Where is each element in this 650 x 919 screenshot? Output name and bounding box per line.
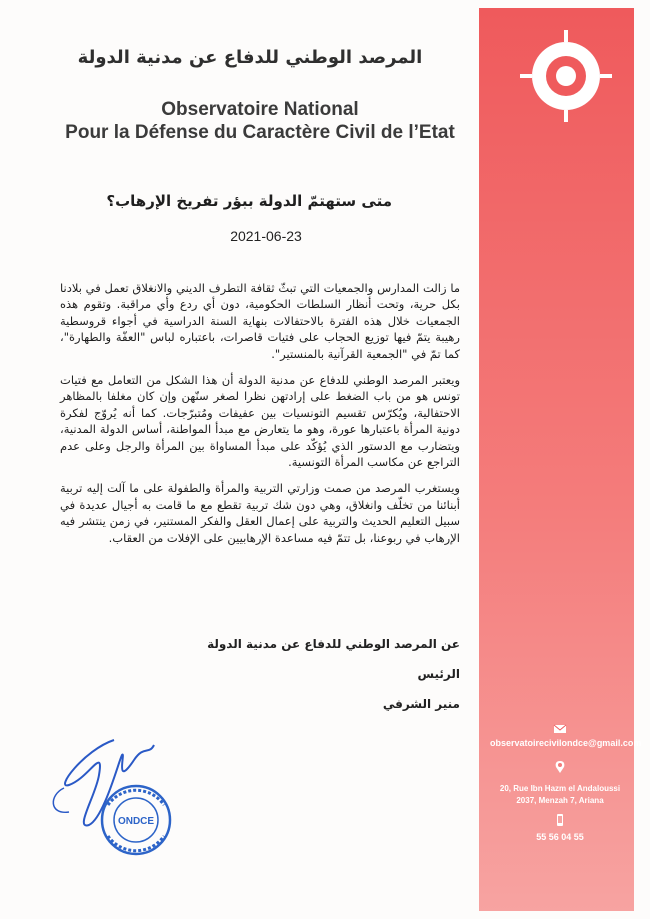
header-french-line2: Pour la Défense du Caractère Civil de l’Etat [65,122,455,143]
address-line1: 20, Rue Ibn Hazm el Andaloussi [499,784,621,793]
header-french-line1: Observatoire National [161,99,359,120]
header-arabic: المرصد الوطني للدفاع عن مدنية الدولة [77,47,423,68]
letter-date: 2021-06-23 [230,228,302,244]
mail-icon [553,722,567,736]
email-link[interactable]: observatoirecivilondce@gmail.com [490,738,642,748]
phone-icon [553,813,567,827]
signature-role: الرئيس [417,667,460,681]
letter-title: متى ستهتمّ الدولة ببؤر تفريخ الإرهاب؟ [106,192,392,210]
signature-on-behalf: عن المرصد الوطني للدفاع عن مدنية الدولة [207,637,460,651]
header-french [40,98,480,144]
letter-body [60,280,460,556]
paragraph: ويعتبر المرصد الوطني للدفاع عن مدنية الدولة أن هذا الشكل من التعامل مع فتيات تونس هو من باب الضغط على إرادتهن نظرا لصغر سنّهن وإن كان مغلفا بالمظاهر الاحتفالية، ويُكرّس تقسيم التونسيات بين عفيفات ومُتبرّجات. كما أنه يُروّج لفكرة دونية المرأة باعتبارها عورة، وهو ما يتعارض مع مبدأ المواطنة، أساس الدولة المدنية، ويتضارب مع الدستور الذي يُؤكّد على مبدأ المساواة بين المرأة والرجل وعلى عدم التراجع عن مكاسب المرأة التونسية. [60,373,460,470]
paragraph: ويستغرب المرصد من صمت وزارتي التربية والمرأة والطفولة على ما آلت إليه تربية أبنائنا من تخلّف وانغلاق، وهي دون شك تربية تقطع مع ما قامت به أجيال عديدة في سبيل التعليم الحديث والتربية على إعمال العقل والفكر المستنير، في زمن ينتشر فيه الإرهاب في ربوعنا، بل تتمّ فيه مساعدة الإرهابيين على الإفلات من العقاب. [60,481,460,545]
side-band [479,8,642,911]
address-line2: 2037, Menzah 7, Ariana [516,796,604,805]
paragraph: ما زالت المدارس والجمعيات التي تبثّ ثقافة التطرف الديني والانغلاق تعمل في بلادنا بكل حرية، وتحت أنظار السلطات الحكومية، دون أي ردع وأي مراقبة. وتقوم هذه الجمعيات خلال هذه الفترة بالاحتفالات بنهاية السنة الدراسية في أجواء قروسطية رهيبة يتمّ فيها توزيع الحجاب على فتيات قاصرات، باعتباره لباس "العفّة والطهارة"، كما تمّ في "الجمعية القرآنية بالمنستير". [60,281,460,361]
phone-number: 55 56 04 55 [536,832,584,842]
handwritten-signature-and-stamp [44,720,194,870]
signature-name: منير الشرفي [382,697,460,711]
stamp-text: ONDCE [117,816,155,827]
location-pin-icon [553,760,567,774]
observatory-logo [520,30,612,122]
